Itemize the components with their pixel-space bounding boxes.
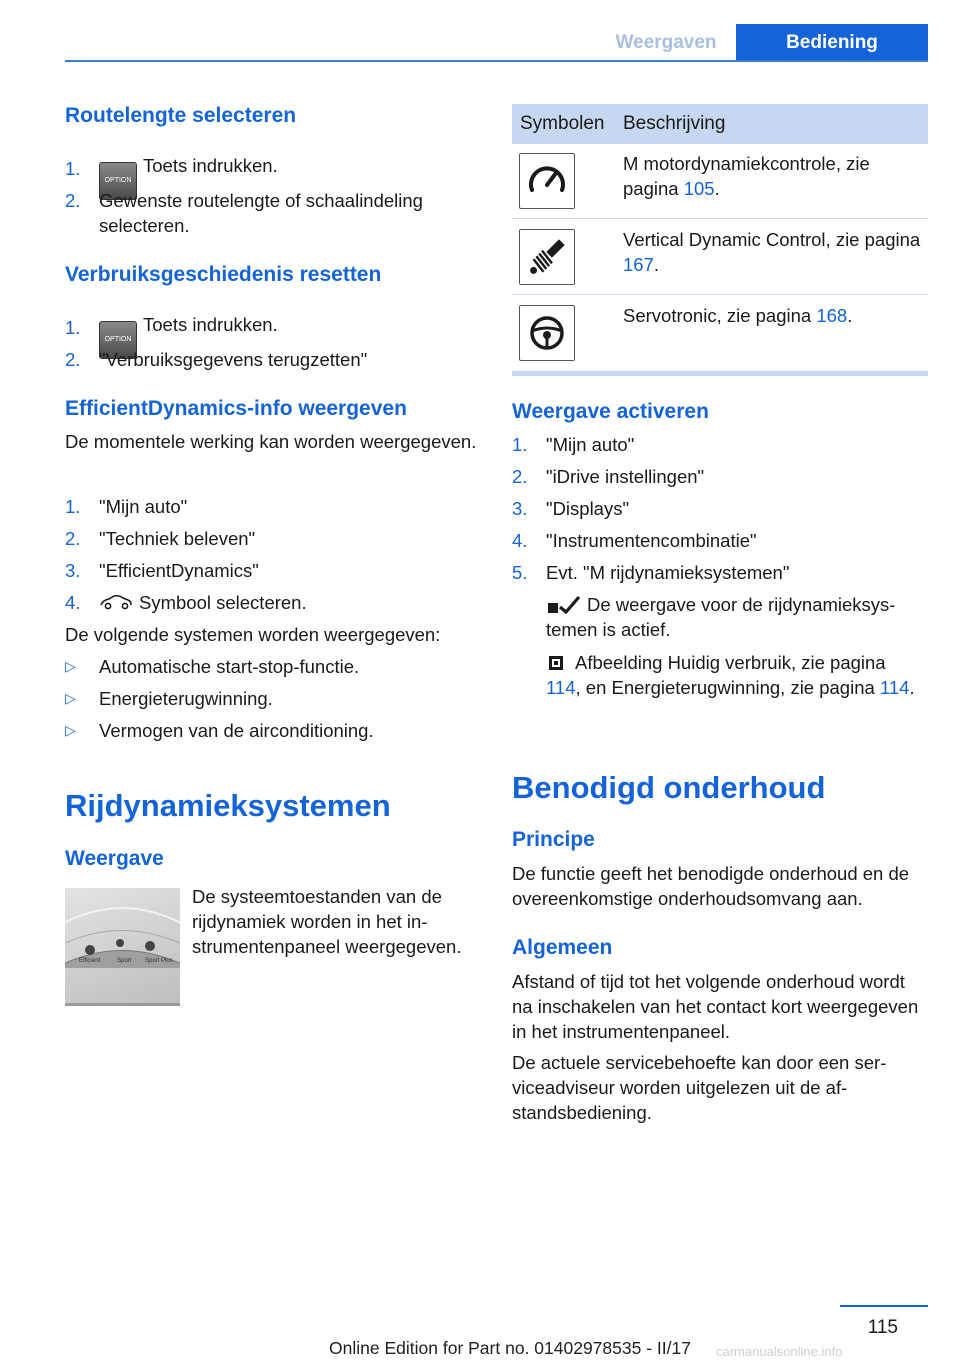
list-number: 2. bbox=[65, 190, 81, 211]
algemeen-text-1: Afstand of tijd tot het volgende onderhoud wordt na inschakelen van het contact kort weergegeven in het instrumentenpaneel. bbox=[512, 971, 919, 1042]
list-number: 2. bbox=[512, 466, 528, 487]
list-item-text: "Mijn auto" bbox=[99, 496, 188, 517]
checkbox-unchecked-icon bbox=[549, 656, 563, 670]
list-number: 2. bbox=[65, 528, 81, 549]
weergave-text: De systeemtoestanden van de rijdynamiek worden in het instrumentenpaneel weergegeven. bbox=[192, 886, 462, 957]
principe-text: De functie geeft het benodigde onderhoud en de overeenkomstige onderhoudsomvang aan. bbox=[512, 863, 910, 909]
heading-principe: Principe bbox=[512, 828, 595, 851]
bullet-triangle-icon: ▷ bbox=[65, 658, 76, 674]
row-divider bbox=[512, 294, 928, 295]
instrument-panel-graphic bbox=[65, 888, 180, 1003]
list-number: 3. bbox=[65, 560, 81, 581]
heading-efficientdynamics: EfficientDynamics-info weergeven bbox=[65, 397, 407, 420]
steering-wheel-icon bbox=[519, 305, 575, 361]
heading-benodigd-onderhoud: Benodigd onderhoud bbox=[512, 770, 826, 805]
list-item bbox=[99, 590, 307, 615]
bullet-item: Energieterugwinning. bbox=[99, 688, 273, 709]
list-number: 1. bbox=[512, 434, 528, 455]
footer-divider bbox=[840, 1305, 928, 1307]
header-divider bbox=[65, 60, 928, 62]
list-number: 4. bbox=[65, 592, 81, 613]
page-link[interactable]: 114 bbox=[879, 677, 910, 698]
page-link[interactable]: 167 bbox=[623, 254, 654, 275]
tab-bediening[interactable]: Bediening bbox=[736, 24, 928, 62]
list-intro: De volgende systemen worden weergegeven: bbox=[65, 624, 441, 645]
car-icon bbox=[99, 593, 133, 611]
page-link[interactable]: 105 bbox=[683, 178, 715, 199]
heading-routelengte: Routelengte selecteren bbox=[65, 104, 297, 127]
list-item-text: "Instrumentencombinatie" bbox=[546, 530, 757, 551]
list-number: 5. bbox=[512, 562, 528, 583]
algemeen-text-2: De actuele servicebehoefte kan door een serviceadviseur worden uitgelezen uit de afstandsbediening. bbox=[512, 1052, 887, 1123]
bullet-triangle-icon: ▷ bbox=[65, 690, 76, 706]
bullet-item: Automatische start-stop-functie. bbox=[99, 656, 360, 677]
list-number: 1. bbox=[65, 158, 81, 179]
table-header-symbolen: Symbolen bbox=[520, 113, 605, 134]
table-header-beschrijving: Beschrijving bbox=[623, 113, 726, 134]
list-item-text: "Mijn auto" bbox=[546, 434, 635, 455]
list-item-text: Gewenste routelengte of schaalindeling selecteren. bbox=[99, 190, 423, 236]
list-item-text: "Verbruiksgegevens terugzetten" bbox=[99, 349, 368, 370]
option-button-icon: OPTION bbox=[99, 321, 137, 359]
gauge-icon bbox=[519, 153, 575, 209]
list-number: 2. bbox=[65, 349, 81, 370]
list-item-text: "iDrive instellingen" bbox=[546, 466, 705, 487]
page-header bbox=[0, 0, 960, 62]
dash-label: Efficient bbox=[79, 958, 101, 964]
page-link[interactable]: 168 bbox=[816, 305, 848, 326]
watermark: carmanualsonline.info bbox=[716, 1344, 843, 1359]
table-row-text: M motordynamiekcontrole, zie pagina 105. bbox=[623, 153, 870, 199]
edition-text: Online Edition for Part no. 01402978535 - II/17 bbox=[329, 1338, 691, 1358]
page-number: 115 bbox=[867, 1317, 898, 1338]
list-number: 3. bbox=[512, 498, 528, 519]
table-bottom-bar bbox=[512, 371, 928, 376]
dash-label: Sport Plus bbox=[145, 958, 173, 964]
list-item-text: Toets indrukken. bbox=[143, 155, 278, 176]
heading-weergave-activeren: Weergave activeren bbox=[512, 400, 709, 423]
list-item-text: Symbool selecteren. bbox=[139, 592, 307, 613]
tab-weergaven[interactable]: Weergaven bbox=[615, 32, 717, 53]
instrument-panel-image bbox=[65, 888, 180, 1006]
list-item-text: "EfficientDynamics" bbox=[99, 560, 259, 581]
heading-weergave: Weergave bbox=[65, 847, 164, 870]
table-row-text: Vertical Dynamic Control, zie pagina 167. bbox=[623, 229, 921, 275]
bullet-item: Vermogen van de airconditioning. bbox=[99, 720, 374, 741]
heading-algemeen: Algemeen bbox=[512, 936, 613, 959]
list-item-text: Toets indrukken. bbox=[143, 314, 278, 335]
list-item-text: "Displays" bbox=[546, 498, 630, 519]
table-row-text: Servotronic, zie pagina 168. bbox=[623, 305, 853, 326]
option-button-icon: OPTION bbox=[99, 162, 137, 200]
shock-absorber-icon bbox=[519, 229, 575, 285]
option-inactive-text: Afbeelding Huidig verbruik, zie pagina 114, en Energieterugwinning, zie pagina 114. bbox=[546, 652, 915, 698]
bullet-triangle-icon: ▷ bbox=[65, 722, 76, 738]
option-active-text: De weergave voor de rijdynamieksystemen is actief. bbox=[546, 594, 896, 640]
intro-text: De momentele werking kan worden weergegeven. bbox=[65, 431, 477, 452]
row-divider bbox=[512, 218, 928, 219]
dash-label: Sport bbox=[117, 958, 132, 964]
list-number: 1. bbox=[65, 496, 81, 517]
list-item-text: "Techniek beleven" bbox=[99, 528, 256, 549]
page-link[interactable]: 114 bbox=[546, 677, 576, 698]
list-number: 1. bbox=[65, 317, 81, 338]
checkbox-checked-icon bbox=[547, 594, 581, 614]
heading-rijdynamieksystemen: Rijdynamieksystemen bbox=[65, 788, 391, 823]
list-item-text: Evt. "M rijdynamieksystemen" bbox=[546, 562, 790, 583]
heading-verbruiksgeschiedenis: Verbruiksgeschiedenis resetten bbox=[65, 263, 382, 286]
list-number: 4. bbox=[512, 530, 528, 551]
